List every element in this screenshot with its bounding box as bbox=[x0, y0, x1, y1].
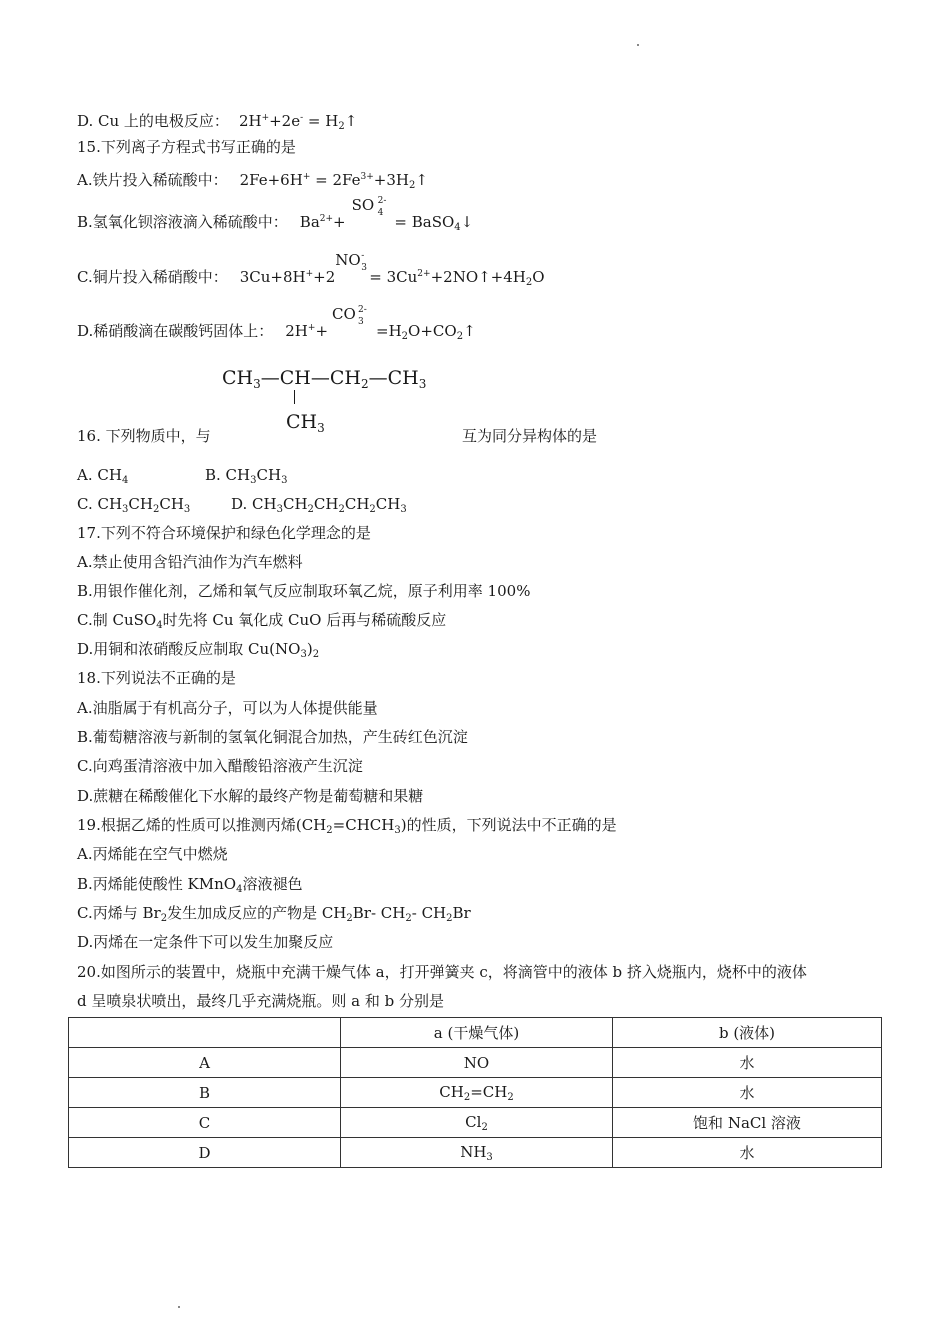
q19-stem: 19.根据乙烯的性质可以推测丙烯$(CH_2=CHCH_3)$的性质，下列说法中不正确的是 bbox=[77, 816, 617, 836]
q17-option-a: A.禁止使用含铅汽油作为汽车燃料 bbox=[77, 553, 303, 571]
q19-option-b: B.丙烯能使酸性 KMnO$_4$溶液褪色 bbox=[77, 875, 303, 895]
table-row bbox=[69, 1048, 882, 1078]
scan-dot-bottom bbox=[178, 1306, 180, 1308]
q19-option-d: D.丙烯在一定条件下可以发生加聚反应 bbox=[77, 933, 334, 951]
q14-option-d: D. Cu 上的电极反应： $2H^++2e^- = H_2↑$ bbox=[77, 112, 358, 132]
q17-option-d: D.用铜和浓硝酸反应制取 $Cu(NO_3)_2$ bbox=[77, 640, 320, 660]
q15-option-a: A.铁片投入稀硫酸中： $2Fe+6H^+ = 2Fe^{3+}+3H_2↑$ bbox=[77, 171, 428, 191]
q17-option-b: B.用银作催化剂，乙烯和氧气反应制取环氧乙烷，原子利用率 100% bbox=[77, 582, 531, 600]
table-cell-key: B bbox=[69, 1078, 341, 1108]
carbonate-ion: CO 2- 3 bbox=[332, 305, 367, 327]
q19-option-a: A.丙烯能在空气中燃烧 bbox=[77, 845, 228, 863]
q16-option-b: B. $CH_3CH_3$ bbox=[205, 466, 288, 486]
table-row bbox=[69, 1108, 882, 1138]
table-cell-liquid: 水 bbox=[613, 1048, 882, 1078]
table-cell-gas: NO bbox=[341, 1048, 613, 1078]
table-cell-gas: $CH_2=CH_2$ bbox=[341, 1078, 613, 1108]
branch-methyl: $CH_3$ bbox=[286, 411, 325, 435]
q18-option-b: B.葡萄糖溶液与新制的氢氧化铜混合加热，产生砖红色沉淀 bbox=[77, 728, 468, 746]
q17-stem: 17.下列不符合环境保护和绿色化学理念的是 bbox=[77, 524, 371, 542]
nitrate-ion: NO - 3 bbox=[335, 251, 367, 273]
q18-option-a: A.油脂属于有机高分子，可以为人体提供能量 bbox=[77, 699, 378, 717]
table-cell-key: A bbox=[69, 1048, 341, 1078]
answer-table bbox=[68, 1017, 882, 1168]
q15-option-d: D.稀硝酸滴在碳酸钙固体上： 2H++ CO 2- 3 $=H_2O+CO_2↑$ bbox=[77, 305, 476, 342]
table-cell-gas: $Cl_2$ bbox=[341, 1108, 613, 1138]
q20-stem-line1: 20.如图所示的装置中，烧瓶中充满干燥气体 a，打开弹簧夹 c，将滴管中的液体 b 挤入烧瓶内，烧杯中的液体 bbox=[77, 963, 807, 981]
table-cell-key: C bbox=[69, 1108, 341, 1138]
table-cell-liquid: 水 bbox=[613, 1138, 882, 1168]
table-header-b: b (液体) bbox=[613, 1018, 882, 1048]
table-header-a: a (干燥气体) bbox=[341, 1018, 613, 1048]
table-header-row bbox=[69, 1018, 882, 1048]
table-cell-liquid: 水 bbox=[613, 1078, 882, 1108]
table-header-blank bbox=[69, 1018, 341, 1048]
vertical-bond bbox=[294, 390, 295, 404]
q16-stem-prefix: 16. 下列物质中，与 bbox=[77, 427, 211, 445]
q15-stem: 15.下列离子方程式书写正确的是 bbox=[77, 138, 296, 156]
q16-option-a: A. $CH_4$ bbox=[77, 466, 129, 486]
table-cell-liquid: 饱和 NaCl 溶液 bbox=[613, 1108, 882, 1138]
q20-stem-line2: d 呈喷泉状喷出，最终几乎充满烧瓶。则 a 和 b 分别是 bbox=[77, 992, 444, 1010]
q19-option-c: C.丙烯与 $Br_2$发生加成反应的产物是 $CH_2Br-$ $CH_2-$ $CH_2Br$ bbox=[77, 904, 471, 924]
q18-option-c: C.向鸡蛋清溶液中加入醋酸铅溶液产生沉淀 bbox=[77, 757, 363, 775]
q15-option-b: B.氢氧化钡溶液滴入稀硫酸中： $Ba^{2+}+$ SO 2- 4 = BaSO$_4$↓ bbox=[77, 196, 474, 233]
structural-formula-2-methylbutane: $CH_3—CH—CH_2—CH_3$ $CH_3$ bbox=[222, 366, 426, 396]
table-row bbox=[69, 1138, 882, 1168]
q18-stem: 18.下列说法不正确的是 bbox=[77, 669, 236, 687]
q17-option-c: C.制 CuSO$_4$时先将 Cu 氧化成 CuO 后再与稀硫酸反应 bbox=[77, 611, 447, 631]
q16-option-c: C. $CH_3CH_2CH_3$ bbox=[77, 495, 191, 515]
table-row bbox=[69, 1078, 882, 1108]
sulfate-ion: SO 2- 4 bbox=[351, 196, 387, 218]
q16-option-d: D. $CH_3CH_2CH_2CH_2CH_3$ bbox=[231, 495, 407, 515]
q16-stem-suffix: 互为同分异构体的是 bbox=[462, 427, 598, 445]
scan-dot-top bbox=[637, 44, 639, 46]
q18-option-d: D.蔗糖在稀酸催化下水解的最终产物是葡萄糖和果糖 bbox=[77, 787, 424, 805]
table-cell-gas: $NH_3$ bbox=[341, 1138, 613, 1168]
q15-option-c: C.铜片投入稀硝酸中： 3Cu+8H++2 NO - 3 = $3Cu^{2+}+2NO↑+4H_2O$ bbox=[77, 251, 545, 288]
table-cell-key: D bbox=[69, 1138, 341, 1168]
